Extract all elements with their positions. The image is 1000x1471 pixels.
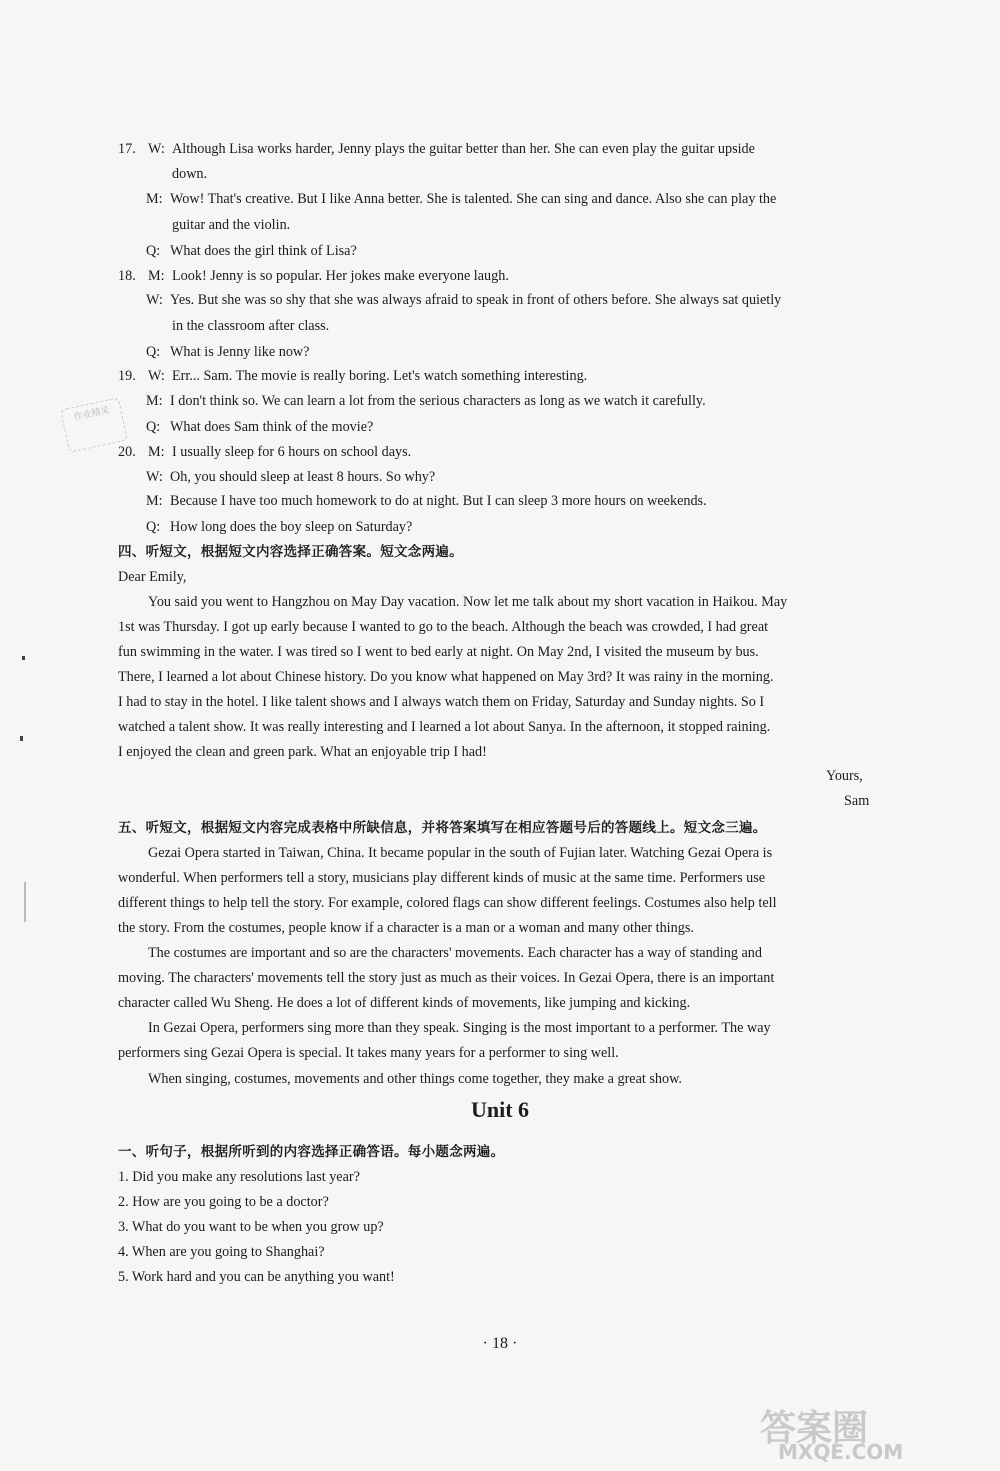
passage-line: character called Wu Sheng. He does a lot of different kinds of movements, like jumping and kicking. xyxy=(118,995,691,1011)
dialogue-text: Err... Sam. The movie is really boring. Let's watch something interesting. xyxy=(172,368,588,384)
passage-line: the story. From the costumes, people know if a character is a man or a woman and many other things. xyxy=(118,920,694,936)
question-text: How long does the boy sleep on Saturday? xyxy=(170,519,413,535)
unit-title: Unit 6 xyxy=(470,1097,530,1122)
unit-item: 2. How are you going to be a doctor? xyxy=(118,1194,329,1210)
section4-heading: 四、听短文，根据短文内容选择正确答案。短文念两遍。 xyxy=(118,544,463,560)
dialogue-text: Although Lisa works harder, Jenny plays the guitar better than her. She can even play the guitar upside xyxy=(172,141,755,157)
q18-w-line1 xyxy=(146,290,781,310)
passage-line: different things to help tell the story. For example, colored flags can show different feelings. Costumes also help tell xyxy=(118,895,777,911)
q17-w-line2: down. xyxy=(172,166,208,182)
letter-line: 1st was Thursday. I got up early because I wanted to go to the beach. Although the beach was crowded, I had great xyxy=(118,619,769,635)
logo-watermark xyxy=(760,1400,980,1464)
q17-m-line1 xyxy=(146,189,776,209)
speaker-label: M: xyxy=(148,444,165,460)
q18-w-line2: in the classroom after class. xyxy=(172,318,330,334)
letter-line: There, I learned a lot about Chinese history. Do you know what happened on May 3rd? It was rainy in the morning. xyxy=(118,669,774,685)
question-text: What does Sam think of the movie? xyxy=(170,419,374,435)
letter-line: fun swimming in the water. I was tired so I went to bed early at night. On May 2nd, I visited the museum by bus. xyxy=(118,644,759,660)
unit-item: 1. Did you make any resolutions last year? xyxy=(118,1169,360,1185)
unit-item: 4. When are you going to Shanghai? xyxy=(118,1244,325,1260)
speaker-label: M: xyxy=(146,393,163,409)
question-text: What does the girl think of Lisa? xyxy=(170,243,357,259)
dialogue-text: Look! Jenny is so popular. Her jokes make everyone laugh. xyxy=(172,268,509,284)
letter-salutation: Dear Emily, xyxy=(118,569,187,585)
stamp-watermark: 作业精灵 xyxy=(60,397,128,453)
speaker-label: Q: xyxy=(146,519,161,535)
page-number: · 18 · xyxy=(482,1335,518,1352)
speaker-label: M: xyxy=(148,268,165,284)
speaker-label: Q: xyxy=(146,243,161,259)
speaker-label: Q: xyxy=(146,344,161,360)
q20-m2-line xyxy=(146,491,707,511)
letter-line: You said you went to Hangzhou on May Day vacation. Now let me talk about my short vacation in Haikou. May xyxy=(148,594,788,610)
speaker-label: W: xyxy=(146,292,163,308)
letter-line: I enjoyed the clean and green park. What an enjoyable trip I had! xyxy=(118,744,487,760)
section5-heading: 五、听短文，根据短文内容完成表格中所缺信息，并将答案填写在相应答题号后的答题线上。短文念三遍。 xyxy=(118,820,767,836)
dialogue-text: I don't think so. We can learn a lot from the serious characters as long as we watch it carefully. xyxy=(170,393,706,409)
passage-line: The costumes are important and so are the characters' movements. Each character has a way of standing and xyxy=(148,945,762,961)
scan-mark xyxy=(24,882,26,922)
q19-m-line xyxy=(146,391,706,411)
speaker-label: M: xyxy=(146,493,163,509)
passage-line: Gezai Opera started in Taiwan, China. It became popular in the south of Fujian later. Watching Gezai Opera is xyxy=(148,845,773,861)
passage-line: moving. The characters' movements tell the story just as much as their voices. In Gezai Opera, there is an important xyxy=(118,970,775,986)
q17-w-line1 xyxy=(118,139,755,159)
passage-line: In Gezai Opera, performers sing more than they speak. Singing is the most important to a performer. The way xyxy=(148,1020,771,1036)
dialogue-text: Oh, you should sleep at least 8 hours. So why? xyxy=(170,469,436,485)
passage-line: wonderful. When performers tell a story, musicians play different kinds of music at the same time. Performers use xyxy=(118,870,766,886)
q17-m-line2: guitar and the violin. xyxy=(172,217,291,233)
unit-section1-heading: 一、听句子，根据所听到的内容选择正确答语。每小题念两遍。 xyxy=(118,1144,505,1160)
speaker-label: Q: xyxy=(146,419,161,435)
q20-m-line xyxy=(118,442,411,462)
dialogue-text: Yes. But she was so shy that she was always afraid to speak in front of others before. She always sat quietly xyxy=(170,292,782,308)
scan-mark xyxy=(20,736,23,741)
q19-question xyxy=(146,417,373,437)
q17-number: 17. xyxy=(118,141,136,157)
watermark-url-text: MXQE.COM xyxy=(778,1440,904,1464)
q19-w-line xyxy=(118,366,587,386)
q20-w-line xyxy=(146,467,435,487)
passage-line: When singing, costumes, movements and other things come together, they make a great show. xyxy=(148,1071,682,1087)
q20-question xyxy=(146,517,412,537)
speaker-label: W: xyxy=(148,368,165,384)
q18-m-line xyxy=(118,266,509,286)
q18-number: 18. xyxy=(118,268,136,284)
q20-number: 20. xyxy=(118,444,136,460)
dialogue-text: Wow! That's creative. But I like Anna better. She is talented. She can sing and dance. Also she can play the xyxy=(170,191,777,207)
speaker-label: M: xyxy=(146,191,163,207)
dialogue-text: I usually sleep for 6 hours on school days. xyxy=(172,444,412,460)
scan-mark xyxy=(22,656,25,660)
speaker-label: W: xyxy=(148,141,165,157)
watermark-logo-text: 答案圈 xyxy=(760,1408,869,1449)
q18-question xyxy=(146,342,309,362)
q17-question xyxy=(146,241,357,261)
letter-signature: Sam xyxy=(844,793,870,809)
speaker-label: W: xyxy=(146,469,163,485)
unit-item: 5. Work hard and you can be anything you want! xyxy=(118,1269,395,1285)
unit-item: 3. What do you want to be when you grow up? xyxy=(118,1219,384,1235)
letter-line: I had to stay in the hotel. I like talent shows and I always watch them on Friday, Saturday and Sunday nights. So I xyxy=(118,694,765,710)
letter-line: watched a talent show. It was really interesting and I learned a lot about Sanya. In the afternoon, it stopped raining. xyxy=(118,719,771,735)
q19-number: 19. xyxy=(118,368,136,384)
letter-closing: Yours, xyxy=(826,768,863,784)
question-text: What is Jenny like now? xyxy=(170,344,310,360)
dialogue-text: Because I have too much homework to do at night. But I can sleep 3 more hours on weekends. xyxy=(170,493,707,509)
passage-line: performers sing Gezai Opera is special. It takes many years for a performer to sing well. xyxy=(118,1045,619,1061)
